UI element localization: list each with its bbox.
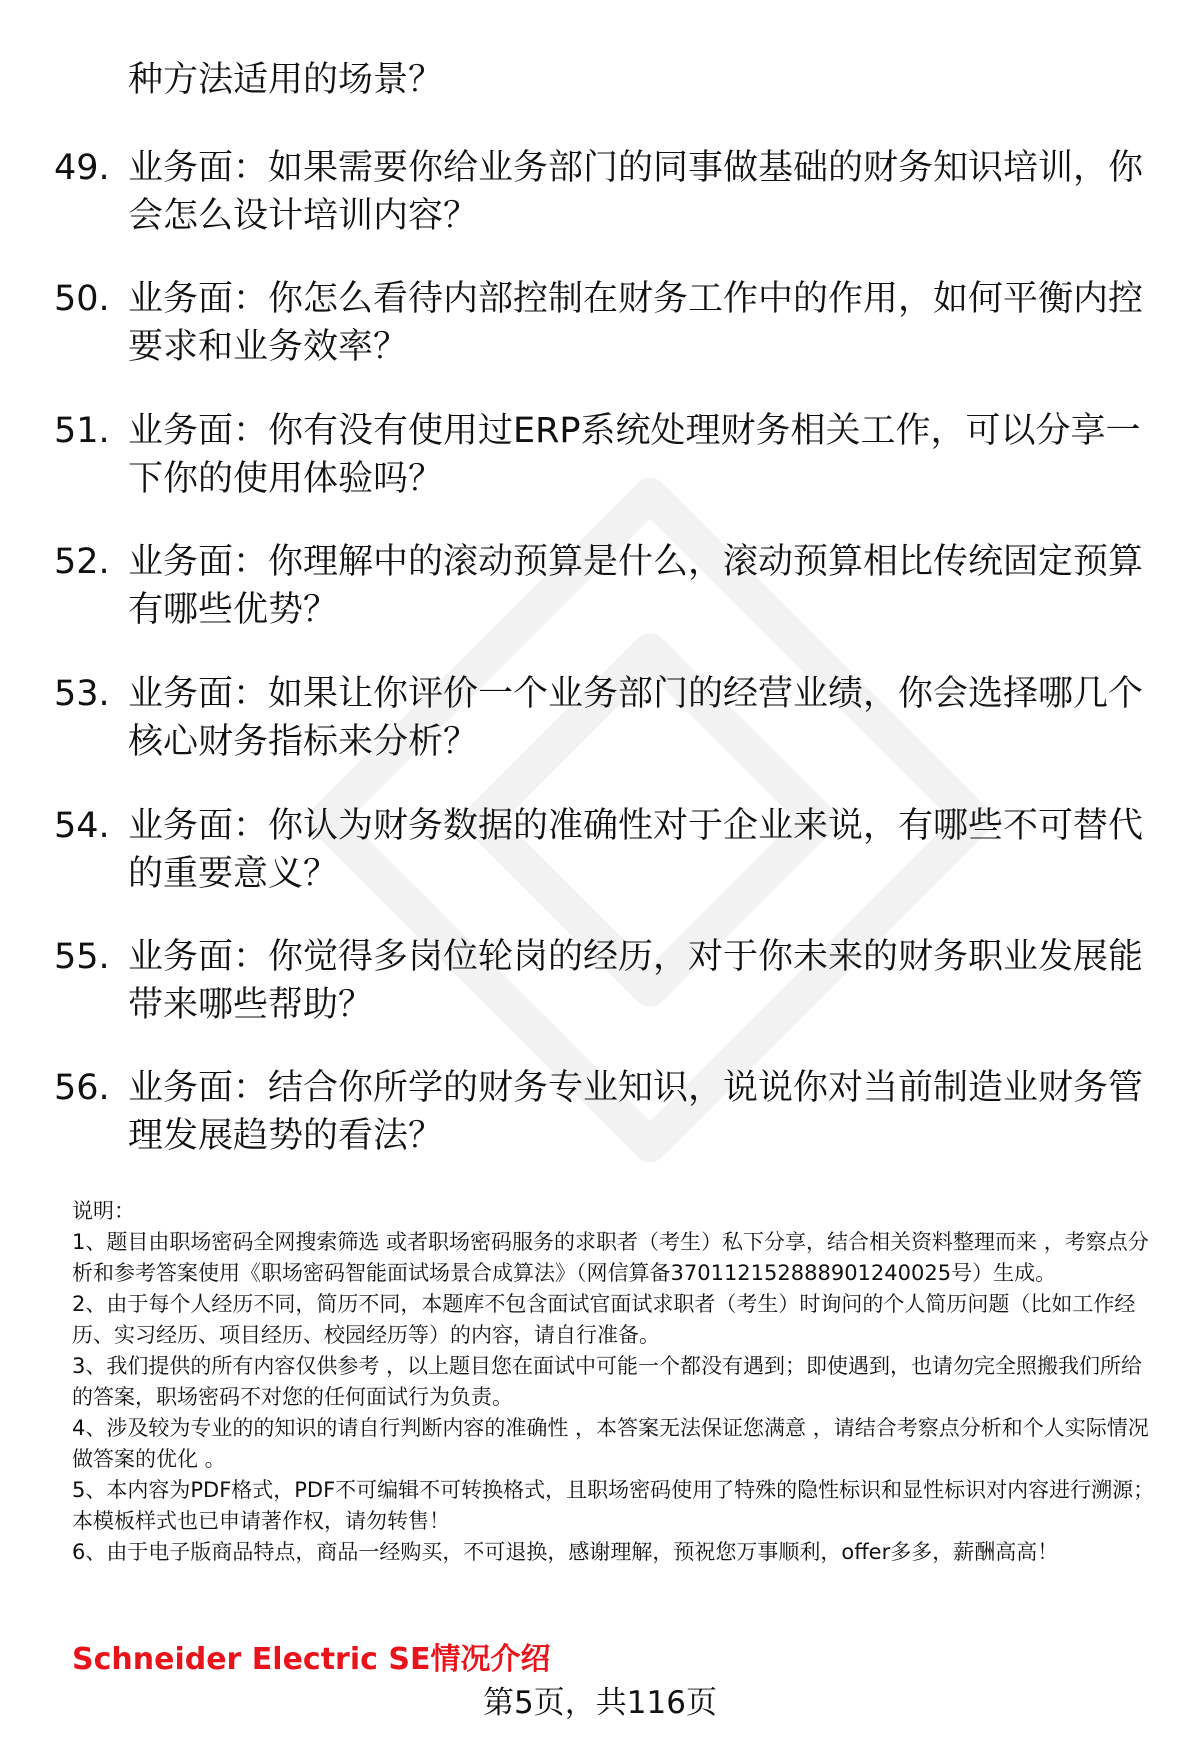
page-indicator: 第5页，共116页 [483,1685,717,1721]
note-item: 4、涉及较为专业的的知识的请自行判断内容的准确性 ，本答案无法保证您满意 ，请结合考察点分析和个人实际情况做答案的优化 。 [72,1416,1149,1471]
note-item: 5、本内容为PDF格式，PDF不可编辑不可转换格式，且职场密码使用了特殊的隐性标识和显性标识对内容进行溯源；本模板样式也已申请著作权，请勿转售！ [72,1478,1155,1533]
question-text: 业务面：你怎么看待内部控制在财务工作中的作用，如何平衡内控要求和业务效率？ [128,279,1144,367]
question-text: 业务面：你觉得多岗位轮岗的经历，对于你未来的财务职业发展能带来哪些帮助？ [128,937,1144,1025]
question-number: 52. [54,542,110,582]
question-text: 业务面：如果需要你给业务部门的同事做基础的财务知识培训，你会怎么设计培训内容？ [128,148,1144,236]
question-number: 49. [54,148,110,188]
note-item: 6、由于电子版商品特点，商品一经购买，不可退换，感谢理解，预祝您万事顺利，offer多多，薪酬高高！ [72,1540,1059,1564]
question-text: 业务面：你理解中的滚动预算是什么，滚动预算相比传统固定预算有哪些优势？ [128,542,1144,630]
question-text: 种方法适用的场景？ [128,60,444,100]
question-number: 54. [54,806,110,846]
note-item: 3、我们提供的所有内容仅供参考 ，以上题目您在面试中可能一个都没有遇到；即使遇到，也请勿完全照搬我们所给的答案，职场密码不对您的任何面试行为负责。 [72,1354,1143,1409]
question-number: 55. [54,937,110,977]
question-text: 业务面：如果让你评价一个业务部门的经营业绩，你会选择哪几个核心财务指标来分析？ [128,674,1144,762]
note-item: 1、题目由职场密码全网搜索筛选 或者职场密码服务的求职者（考生）私下分享，结合相关资料整理而来 ，考察点分析和参考答案使用《职场密码智能面试场景合成算法》（网信算备370112152888901240025号）生成。 [72,1230,1149,1285]
note-item: 2、由于每个人经历不同，简历不同，本题库不包含面试官面试求职者（考生）时询问的个人简历问题（比如工作经历、实习经历、项目经历、校园经历等）的内容，请自行准备。 [72,1292,1136,1347]
question-number: 50. [54,279,110,319]
question-text: 业务面：你认为财务数据的准确性对于企业来说，有哪些不可替代的重要意义？ [128,806,1144,894]
question-text: 业务面：结合你所学的财务专业知识，说说你对当前制造业财务管理发展趋势的看法？ [128,1068,1144,1156]
disclaimer-notes [72,1196,1162,1568]
question-number: 51. [54,411,110,451]
question-number: 53. [54,674,110,714]
notes-title: 说明： [72,1199,135,1223]
question-number: 56. [54,1068,110,1108]
question-text: 业务面：你有没有使用过ERP系统处理财务相关工作，可以分享一下你的使用体验吗？ [128,411,1141,499]
company-heading: Schneider Electric SE情况介绍 [72,1642,551,1677]
